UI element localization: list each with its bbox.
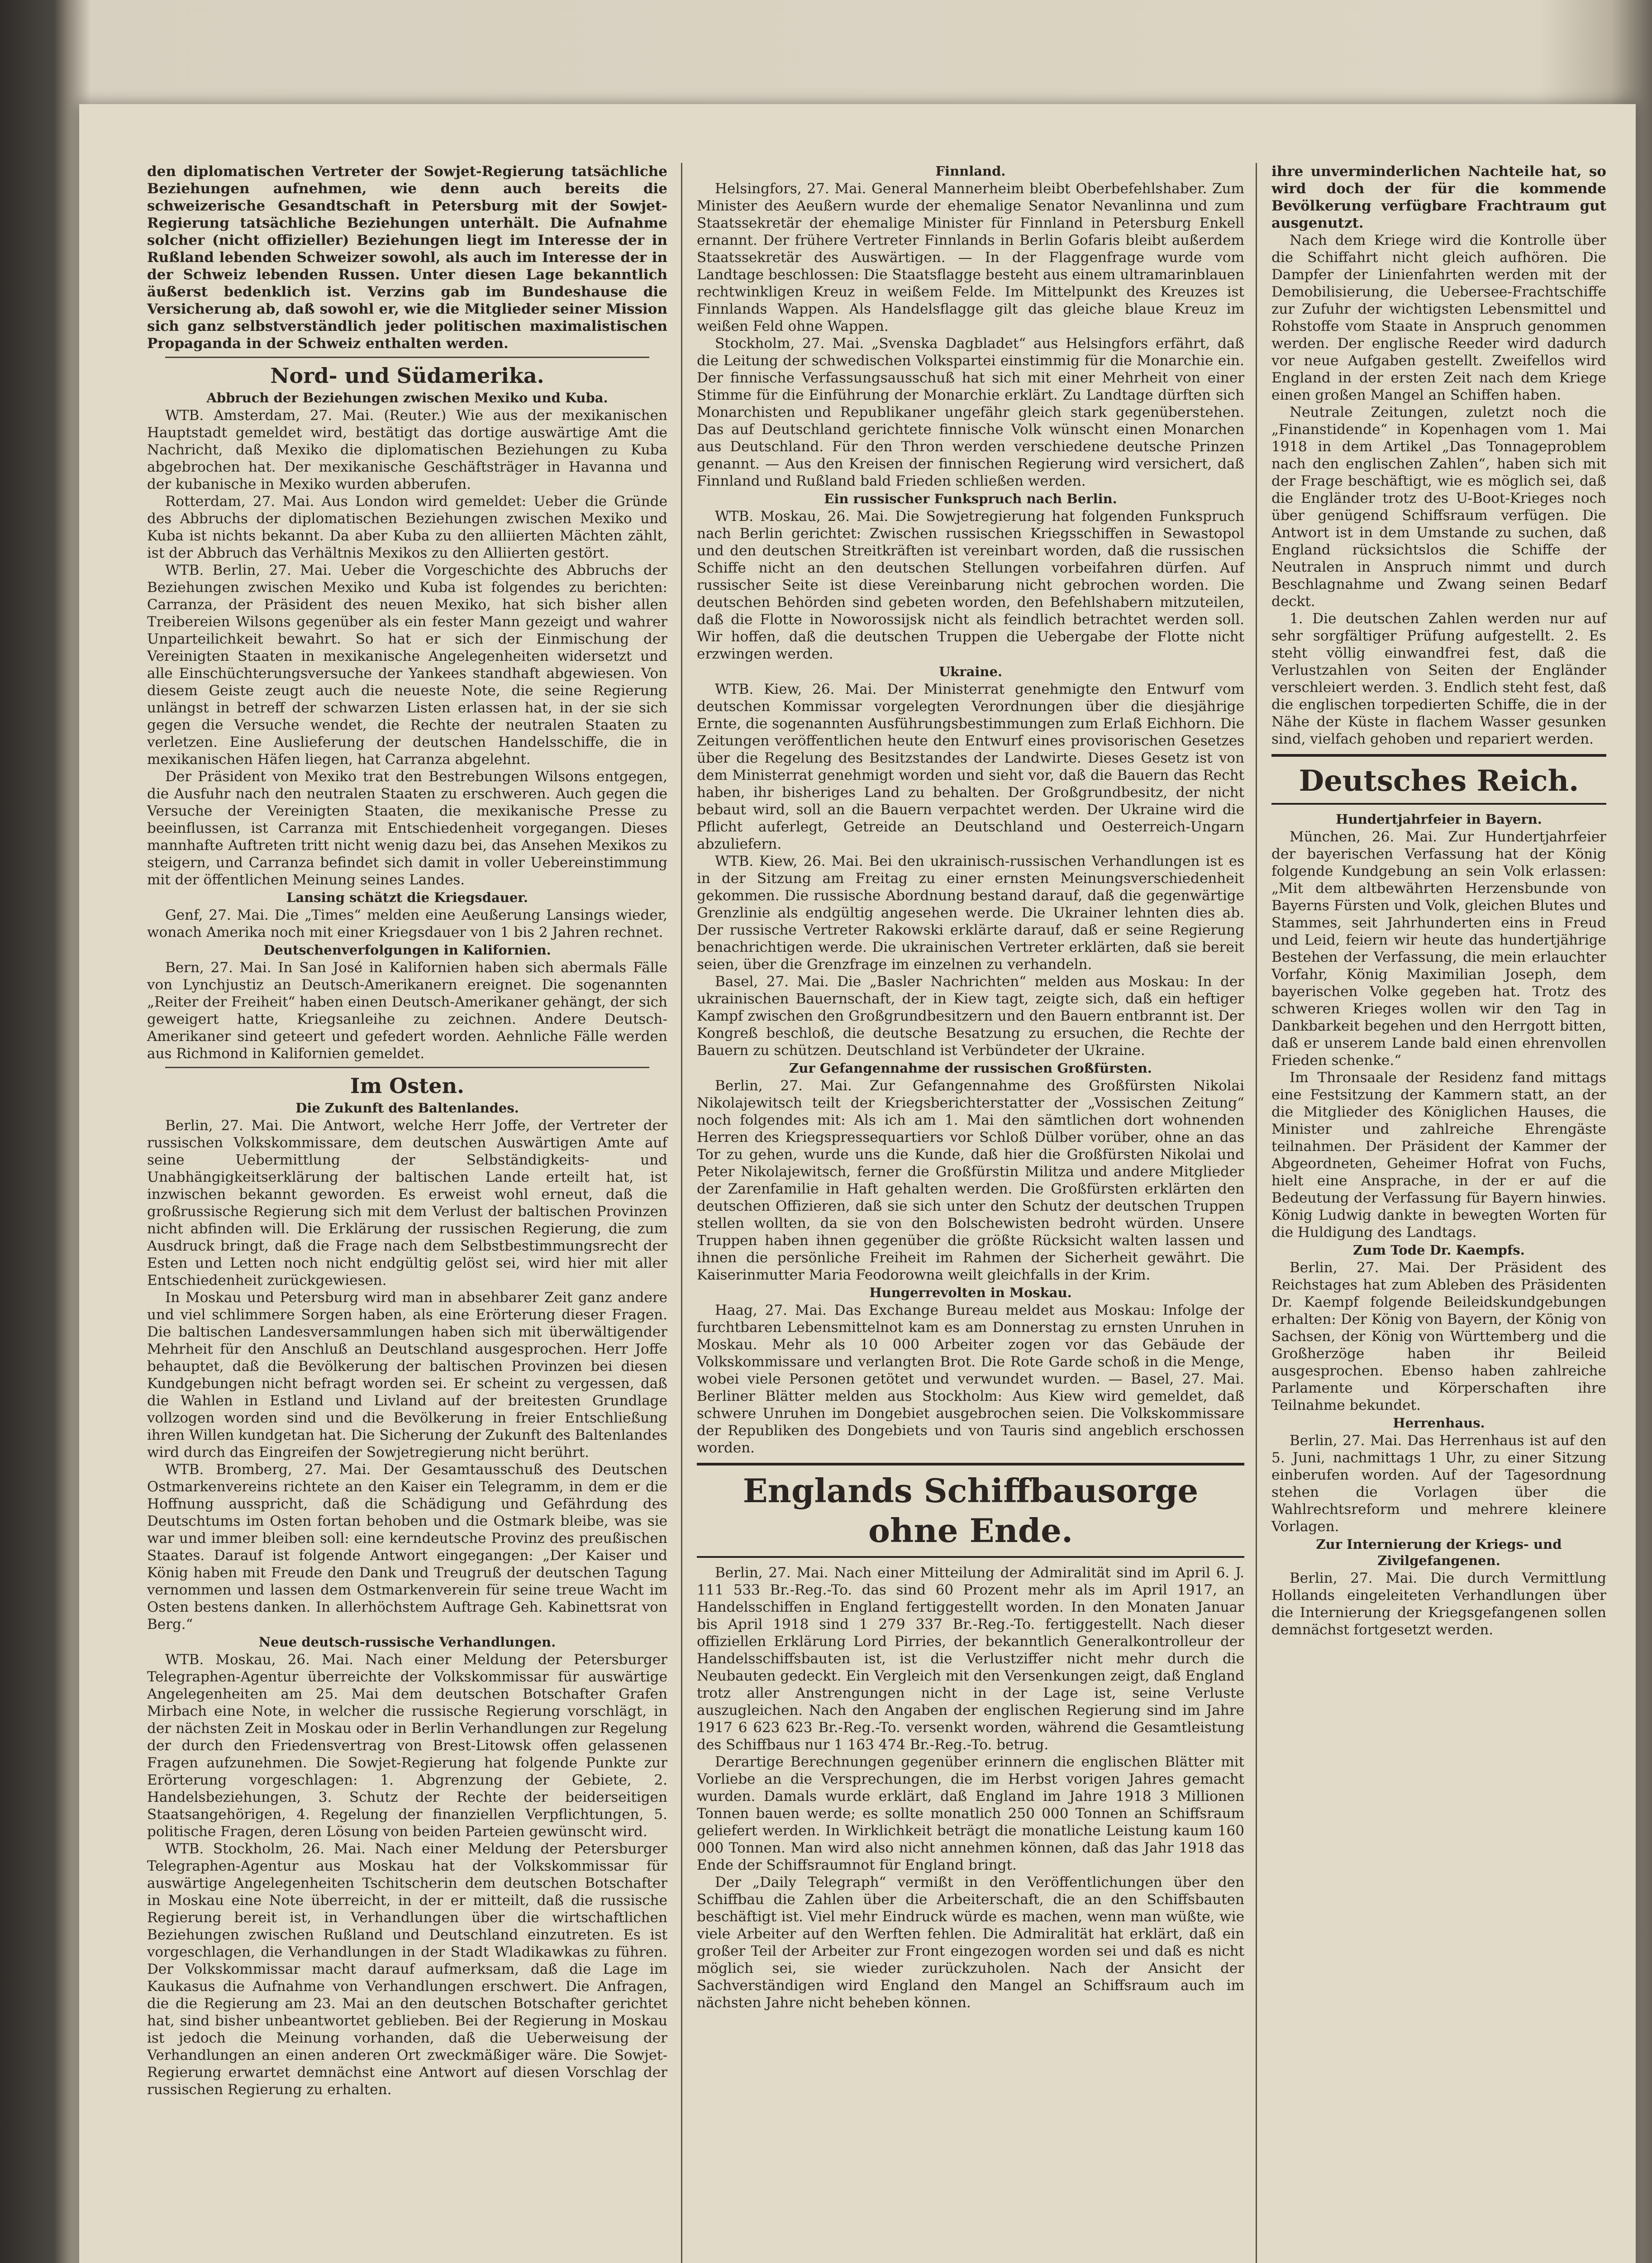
column-middle xyxy=(688,104,1253,2263)
article-paragraph: Der „Daily Telegraph“ vermißt in den Veröffentlichungen über den Schiffbau die Zahlen über die Arbeiterschaft, die an den Schiffsbauten beschäftigt ist. Viel mehr Eindruck würde es machen, wenn man wüßte, wie viele Arbeiter auf den Werften fehlen. Die Admiralität hat erklärt, daß ein großer Teil der Arbeiter zur Front eingezogen worden sei und daß es nicht möglich sei, sie wieder zurückzuholen. Nach der Ansicht der Sachverständigen wird England den Mangel an Schiffsraum auch im nächsten Jahre nicht beheben können. xyxy=(697,1874,1244,2011)
article-paragraph: Berlin, 27. Mai. Nach einer Mitteilung der Admiralität sind im April 6. J. 111 533 Br.-Reg.-To. das sind 60 Prozent mehr als im April 1917, an Handelsschiffen in England fertiggestellt worden. In den Monaten Januar bis April 1918 sind 1 279 337 Br.-Reg.-To. fertiggestellt. Nach dieser offiziellen Erklärung Lord Pirries, der bekanntlich Generalkontrolleur der Handelsschiffsbauten ist, ist die Verlustziffer nicht mehr durch die Neubauten gedeckt. Ein Vergleich mit den Versenkungen zeigt, daß England trotz aller Anstrengungen nicht in der Lage ist, seine Verluste auszugleichen. Nach den Angaben der englischen Regierung sind im Jahre 1917 6 623 623 Br.-Reg.-To. versenkt worden, während die Gesamtleistung des Schiffbaus nur 1 163 474 Br.-Reg.-To. betrug. xyxy=(697,1565,1244,1753)
article-paragraph: Helsingfors, 27. Mai. General Mannerheim bleibt Oberbefehlshaber. Zum Minister des Aeußern wurde der ehemalige Senator Nevanlinna und zum Staatssekretär der ehemalige Minister für Finnland in Petersburg Enkell ernannt. Der frühere Vertreter Finnlands in Berlin Gofaris bleibt außerdem Staatssekretär des Auswärtigen. — In der Flaggenfrage wurde vom Landtage beschlossen: Die Staatsflagge besteht aus einem ultramarinblauen rechtwinkligen Kreuz in weißem Felde. Im Mittelpunkt des Kreuzes ist Finnlands Wappen. Als Handelsflagge gilt das gleiche blaue Kreuz im weißen Feld ohne Wappen. xyxy=(697,181,1244,334)
article-heading: Zum Tode Dr. Kaempfs. xyxy=(1353,1242,1525,1258)
article-heading: Die Zukunft des Baltenlandes. xyxy=(295,1100,519,1116)
article-paragraph: Bern, 27. Mai. In San José in Kalifornien haben sich abermals Fälle von Lynchjustiz an Deutsch-Amerikanern ereignet. Die sogenannten „Reiter der Freiheit“ haben einen Deutsch-Amerikaner gehängt, der sich geweigert hatte, Kriegsanleihe zu zeichnen. Andere Deutsch-Amerikaner sind geteert und gefedert worden. Aehnliche Fälle werden aus Richmond in Kalifornien gemeldet. xyxy=(147,960,667,1062)
column-divider xyxy=(1256,163,1257,2263)
article-paragraph: 1. Die deutschen Zahlen werden nur auf sehr sorgfältiger Prüfung aufgestellt. 2. Es steht völlig einwandfrei fest, daß die Verlustzahlen von Seiten der Engländer verschleiert werden. 3. Endlich steht fest, daß die englischen torpedierten Schiffe, die in der Nähe der Küste in flachem Wasser gesunken sind, vielfach gehoben und repariert werden. xyxy=(1271,611,1606,747)
article-paragraph: Neutrale Zeitungen, zuletzt noch die „Finanstidende“ in Kopenhagen vom 1. Mai 1918 in dem Artikel „Das Tonnageproblem nach den englischen Zahlen“, haben sich mit der Frage beschäftigt, wie es möglich sei, daß die Engländer trotz des U-Boot-Krieges noch über genügend Schiffsraum verfügen. Die Antwort ist in dem Umstande zu suchen, daß England rücksichtslos die Schiffe der Neutralen in Anspruch nimmt und durch Beschlagnahme und Zwang seinen Bedarf deckt. xyxy=(1271,404,1606,610)
article-paragraph: WTB. Berlin, 27. Mai. Ueber die Vorgeschichte des Abbruchs der Beziehungen zwischen Mexiko und Kuba ist folgendes zu berichten: Carranza, der Präsident des neuen Mexiko, hat sich bisher allen Treibereien Wilsons gegenüber als ein fester Mann gezeigt und wahrer Unparteilichkeit bewahrt. So hat er sich der Einmischung der Vereinigten Staaten in mexikanische Angelegenheiten widersetzt und alle Einschüchterungsversuche der Yankees standhaft abgewiesen. Von diesem Geiste zeugt auch die neueste Note, die seine Regierung unlängst in betreff der schwarzen Listen erlassen hat, in der sie sich gegen die Versuche wendet, die Rechte der neutralen Staaten zu verletzen. Eine Auslieferung der deutschen Handelsschiffe, die in mexikanischen Häfen liegen, hat Carranza abgelehnt. xyxy=(147,562,667,768)
article-paragraph: Nach dem Kriege wird die Kontrolle über die Schiffahrt nicht gleich aufhören. Die Dampfer der Linienfahrten werden mit der Demobilisierung, die Uebersee-Frachtschiffe zur Zufuhr der wichtigsten Lebensmittel und Rohstoffe vom Staate in Anspruch genommen werden. Der englische Reeder wird dadurch vor neue Aufgaben gestellt. Zweifellos wird England in der ersten Zeit nach dem Kriege einen großen Mangel an Schiffen haben. xyxy=(1271,232,1606,403)
headline-box xyxy=(697,1463,1244,1558)
article-paragraph: Im Thronsaale der Residenz fand mittags eine Festsitzung der Kammern statt, an der die Mitglieder des Königlichen Hauses, die Minister und zahlreiche Ehrengäste teilnahmen. Der Präsident der Kammer der Abgeordneten, Geheimer Hofrat von Fuchs, hielt eine Ansprache, in der er auf die Bedeutung der Verfassung für Bayern hinwies. König Ludwig dankte in bewegten Worten für die Huldigung des Landtags. xyxy=(1271,1069,1606,1241)
article-heading: Finnland. xyxy=(935,163,1006,179)
headline-box xyxy=(1271,754,1606,805)
article-paragraph: München, 26. Mai. Zur Hundertjahrfeier der bayerischen Verfassung hat der König folgende Kundgebung an sein Volk erlassen: „Mit dem altbewährten Herzensbunde von Bayerns Fürsten und Volk, gleichen Blutes und Stammes, seit Jahrhunderten eins in Freud und Leid, feiern wir heute das hundertjährige Bestehen der Verfassung, die mein erlauchter Vorfahr, König Maximilian Joseph, dem bayerischen Volke gegeben hat. Trotz des schweren Krieges wollen wir den Tag in Dankbarkeit begehen und den Herrgott bitten, daß er unserem Lande bald einen ehrenvollen Frieden schenke.“ xyxy=(1271,829,1606,1069)
article-heading: Abbruch der Beziehungen zwischen Mexiko und Kuba. xyxy=(206,390,608,406)
article-paragraph: Berlin, 27. Mai. Das Herrenhaus ist auf den 5. Juni, nachmittags 1 Uhr, zu einer Sitzung einberufen worden. Auf der Tagesordnung stehen die Vorlagen über die Wahlrechtsreform und mehrere kleinere Vorlagen. xyxy=(1271,1432,1606,1535)
article-paragraph: WTB. Bromberg, 27. Mai. Der Gesamtausschuß des Deutschen Ostmarkenvereins richtete an den Kaiser ein Telegramm, in dem er die Hoffnung ausspricht, daß die Schädigung und Gefährdung des Deutschtums im Osten fortan behoben und die Ostmark bleibe, was sie war und immer bleiben soll: eine kerndeutsche Provinz des preußischen Staates. Darauf ist folgende Antwort eingegangen: „Der Kaiser und König haben mit Freude den Dank und Treugruß der deutschen Tagung vernommen und lassen dem Ostmarkenverein für seine treue Wacht im Osten bestens danken. In allerhöchstem Auftrage Geh. Kabinettsrat von Berg.“ xyxy=(147,1461,667,1633)
article-paragraph: Basel, 27. Mai. Die „Basler Nachrichten“ melden aus Moskau: In der ukrainischen Bauernschaft, der in Kiew tagt, zeigte sich, daß ein heftiger Kampf zwischen den Großgrundbesitzern und den Bauern entbrannt ist. Der Kongreß beschloß, die deutsche Besatzung zu ersuchen, die Rechte der Bauern zu schützen. Deutschland ist Verbündeter der Ukraine. xyxy=(697,974,1244,1059)
article-paragraph: WTB. Amsterdam, 27. Mai. (Reuter.) Wie aus der mexikanischen Hauptstadt gemeldet wird, bestätigt das dortige auswärtige Amt die Nachricht, daß Mexiko die diplomatischen Beziehungen zu Kuba abgebrochen hat. Der mexikanische Geschäftsträger in Havanna und der kubanische in Mexiko wurden abberufen. xyxy=(147,407,667,492)
article-paragraph: WTB. Moskau, 26. Mai. Nach einer Meldung der Petersburger Telegraphen-Agentur überreichte der Volkskommissar für auswärtige Angelegenheiten am 25. Mai dem deutschen Botschafter Grafen Mirbach eine Note, in welcher die russische Regierung vorschlägt, in der nächsten Zeit in Moskau oder in Berlin Verhandlungen zur Regelung der durch den Friedensvertrag von Brest-Litowsk offen gelassenen Fragen aufzunehmen. Die Sowjet-Regierung hat folgende Punkte zur Erörterung vorgeschlagen: 1. Abgrenzung der Gebiete, 2. Handelsbeziehungen, 3. Schutz der Rechte der beiderseitigen Staatsangehörigen, 4. Regelung der finanziellen Verpflichtungen, 5. politische Fragen, deren Lösung von beiden Parteien gewünscht wird. xyxy=(147,1652,667,1840)
article-paragraph: Derartige Berechnungen gegenüber erinnern die englischen Blätter mit Vorliebe an die Versprechungen, die im Herbst vorigen Jahres gemacht wurden. Damals wurde erklärt, daß England im Jahre 1918 3 Millionen Tonnen bauen werde; es sollte monatlich 250 000 Tonnen an Schiffsraum geliefert werden. In Wirklichkeit beträgt die monatliche Leistung kaum 160 000 Tonnen. Man wird also nicht annehmen können, daß das Jahr 1918 das Ende der Schiffsraumnot für England bringt. xyxy=(697,1754,1244,1873)
article-heading: Deutschenverfolgungen in Kalifornien. xyxy=(263,942,551,958)
article-paragraph: WTB. Stockholm, 26. Mai. Nach einer Meldung der Petersburger Telegraphen-Agentur aus Moskau hat der Volkskommissar für auswärtige Angelegenheiten Tschitscherin dem deutschen Botschafter in Moskau eine Note überreicht, in der er mitteilt, daß die russische Regierung bereit ist, in Verhandlungen über die wirtschaftlichen Beziehungen zwischen Rußland und Deutschland einzutreten. Es ist vorgeschlagen, die Verhandlungen in der Stadt Wladikawkas zu führen. Der Volkskommissar macht darauf aufmerksam, daß die Lage im Kaukasus die Aufnahme von Verhandlungen erschwert. Die Anfragen, die die Regierung am 23. Mai an den deutschen Botschafter gerichtet hat, sind bisher unbeantwortet geblieben. Bei der Regierung in Moskau ist jedoch die Meinung vorhanden, daß die Ueberweisung der Verhandlungen an einen anderen Ort zweckmäßiger wäre. Die Sowjet-Regierung erwartet demnächst eine Antwort auf diesen Vorschlag der russischen Regierung zu erhalten. xyxy=(147,1841,667,2098)
column-divider xyxy=(681,163,682,2263)
headline-england-schiffbau: Englands Schiffbausorge ohne Ende. xyxy=(743,1471,1199,1550)
section-heading-im-osten: Im Osten. xyxy=(350,1074,465,1098)
section-rule xyxy=(165,357,649,358)
article-heading: Lansing schätzt die Kriegsdauer. xyxy=(286,890,528,905)
article-paragraph: Berlin, 27. Mai. Die durch Vermittlung Hollands eingeleiteten Verhandlungen über die Internierung der Kriegsgefangenen sollen demnächst fortgesetzt werden. xyxy=(1271,1570,1606,1638)
article-heading: Hundertjahrfeier in Bayern. xyxy=(1336,812,1542,827)
article-paragraph: Berlin, 27. Mai. Der Präsident des Reichstages hat zum Ableben des Präsidenten Dr. Kaempf folgende Beileidskundgebungen erhalten: Der König von Bayern, der König von Sachsen, der König von Württemberg und die Großherzöge haben ihr Beileid ausgesprochen. Ebenso haben zahlreiche Parlamente und Körperschaften ihre Teilnahme bekundet. xyxy=(1271,1260,1606,1413)
article-paragraph: In Moskau und Petersburg wird man in absehbarer Zeit ganz andere und viel schlimmere Sorgen haben, als eine Erörterung dieser Fragen. Die baltischen Landesversammlungen haben sich mit überwältigender Mehrheit für den Anschluß an Deutschland ausgesprochen. Herr Joffe behauptet, daß die Bevölkerung der baltischen Provinzen bei diesen Kundgebungen nicht befragt worden sei. Er scheint zu vergessen, daß die Wahlen in Estland und Livland auf der breitesten Grundlage vollzogen worden sind und die Bevölkerung in freier Entschließung ihren Willen kundgetan hat. Die Sicherung der Zukunft des Baltenlandes wird durch das Eingreifen der Sowjetregierung nicht berührt. xyxy=(147,1289,667,1461)
article-paragraph: Haag, 27. Mai. Das Exchange Bureau meldet aus Moskau: Infolge der furchtbaren Lebensmittelnot kam es am Donnerstag zu ernsten Unruhen in Moskau. Mehr als 10 000 Arbeiter zogen vor das Gebäude der Volkskommissare und verlangten Brot. Die Rote Garde schoß in die Menge, wobei viele Personen getötet und verwundet wurden. — Basel, 27. Mai. Berliner Blätter melden aus Stockholm: Aus Kiew wird gemeldet, daß schwere Unruhen im Dongebiet ausgebrochen seien. Die Volkskommissare der Republiken des Dongebiets und von Tauris sind angeblich erschossen worden. xyxy=(697,1302,1244,1456)
article-paragraph: WTB. Moskau, 26. Mai. Die Sowjetregierung hat folgenden Funkspruch nach Berlin gerichtet: Zwischen russischen Kriegsschiffen in Sewastopol und den deutschen Streitkräften ist vereinbart worden, daß die russischen Schiffe nicht an den deutschen Stellungen vorbeifahren dürfen. Auf russischer Seite ist diese Vereinbarung nicht gebrochen worden. Die deutschen Behörden sind gebeten worden, den Befehlshabern mitzuteilen, daß die Flotte in Noworossijsk nicht als feindlich betrachtet werden soll. Wir hoffen, daß die deutschen Truppen die Uebergabe der Flotte nicht erzwingen werden. xyxy=(697,508,1244,662)
column-right xyxy=(1262,104,1615,2263)
section-rule xyxy=(165,1067,649,1068)
article-paragraph: den diplomatischen Vertreter der Sowjet-Regierung tatsächliche Beziehungen aufnehmen, wie denn auch bereits die schweizerische Gesandtschaft in Petersburg mit der Sowjet-Regierung tatsächliche Beziehungen unterhält. Die Aufnahme solcher (nicht offizieller) Beziehungen liegt im Interesse der in Rußland lebenden Schweizer sowohl, als auch im Interesse der in der Schweiz lebenden Russen. Unter diesen Lage bekanntlich äußerst bedenklich ist. Verzins gab im Bundeshause die Versicherung ab, daß sowohl er, wie die Mitglieder seiner Mission sich ganz selbstverständlich jeder politischen maximalistischen Propaganda in der Schweiz enthalten werden. xyxy=(147,163,667,352)
article-heading: Zur Gefangennahme der russischen Großfürsten. xyxy=(789,1060,1152,1076)
article-paragraph: Rotterdam, 27. Mai. Aus London wird gemeldet: Ueber die Gründe des Abbruchs der diplomatischen Beziehungen zwischen Mexiko und Kuba ist nichts bekannt. Da aber Kuba zu den alliierten Mächten zählt, ist der Abbruch das Verhältnis Mexikos zu den Alliierten gestört. xyxy=(147,493,667,561)
article-heading: Zur Internierung der Kriegs- und Zivilgefangenen. xyxy=(1316,1537,1562,1568)
article-paragraph: Berlin, 27. Mai. Zur Gefangennahme des Großfürsten Nikolai Nikolajewitsch teilt der Kriegsberichterstatter der „Vossischen Zeitung“ noch folgendes mit: Als ich am 1. Mai den sämtlichen dort wohnenden Herren des Kriegspressequartiers vor Schloß Dülber vorüber, ohne an das Tor zu gehen, wurde uns die Kunde, daß hier die Großfürsten Nikolai und Peter Nikolajewitsch, ferner die Großfürstin Militza und andere Mitglieder der Zarenfamilie in Haft gehalten werden. Die Großfürsten erklärten den deutschen Offizieren, daß sie sich unter den Schutz der deutschen Truppen stellen wollten, da sie von den Bolschewisten bedroht würden. Unsere Truppen haben ihnen gegenüber die größte Rücksicht walten lassen und ihnen die persönliche Freiheit im Rahmen der Sicherheit gewährt. Die Kaiserinmutter Maria Feodorowna weilt gleichfalls in der Krim. xyxy=(697,1078,1244,1283)
article-paragraph: WTB. Kiew, 26. Mai. Bei den ukrainisch-russischen Verhandlungen ist es in der Sitzung am Freitag zu einer ernsten Meinungsverschiedenheit gekommen. Die russische Abordnung bestand darauf, daß die gegenwärtige Grenzlinie als endgültig angesehen werde. Die Ukrainer lehnten dies ab. Der russische Vertreter Rakowski erklärte darauf, daß er seine Regierung benachrichtigen werde. Die ukrainischen Vertreter erklärten, daß sie bereit seien, über die Grenzfrage im einzelnen zu verhandeln. xyxy=(697,853,1244,973)
article-paragraph: Der Präsident von Mexiko trat den Bestrebungen Wilsons entgegen, die Ausfuhr nach den neutralen Staaten zu erschweren. Auch gegen die Versuche der Vereinigten Staaten, die mexikanische Presse zu beeinflussen, ist Carranza mit Entschiedenheit vorgegangen. Dieses mannhafte Auftreten tritt nicht wenig dazu bei, das Ansehen Mexikos zu steigern, und Carranza befindet sich damit in voller Uebereinstimmung mit der öffentlichen Meinung seines Landes. xyxy=(147,769,667,888)
article-heading: Ein russischer Funkspruch nach Berlin. xyxy=(824,491,1117,506)
article-heading: Hungerrevolten in Moskau. xyxy=(869,1285,1072,1300)
article-paragraph: Genf, 27. Mai. Die „Times“ melden eine Aeußerung Lansings wieder, wonach Amerika noch mit einer Kriegsdauer von 1 bis 2 Jahren rechnet. xyxy=(147,907,667,941)
section-heading-deutsches-reich: Deutsches Reich. xyxy=(1299,764,1579,798)
article-paragraph: Stockholm, 27. Mai. „Svenska Dagbladet“ aus Helsingfors erfährt, daß die Leitung der schwedischen Volkspartei einstimmig für die Monarchie ein. Der finnische Verfassungsausschuß hat sich mit einer Mehrheit von einer Stimme für die Einführung der Monarchie erklärt. Zu Landtage dürften sich Monarchisten und Republikaner ungefähr gleich stark gegenüberstehen. Das auf Deutschland gerichtete finnische Volk wünscht einen Monarchen aus Deutschland. Für den Thron werden verschiedene deutsche Prinzen genannt. — Aus den Kreisen der finnischen Regierung wird versichert, daß Finnland und Rußland bald Frieden schließen werden. xyxy=(697,335,1244,489)
article-paragraph: ihre unverminderlichen Nachteile hat, so wird doch der für die kommende Bevölkerung verfügbare Frachtraum gut ausgenutzt. xyxy=(1271,163,1606,231)
article-heading: Ukraine. xyxy=(938,664,1003,679)
article-heading: Neue deutsch-russische Verhandlungen. xyxy=(258,1634,556,1650)
column-left xyxy=(138,104,676,2263)
article-paragraph: Berlin, 27. Mai. Die Antwort, welche Herr Joffe, der Vertreter der russischen Volkskommissare, dem deutschen Auswärtigen Amte auf seine Uebermittlung der Selbständigkeits- und Unabhängigkeitserklärung der baltischen Lande erteilt hat, ist inzwischen bekannt geworden. Es erweist wohl erneut, daß die großrussische Regierung sich mit dem Verlust der baltischen Provinzen nicht abfinden will. Die Erklärung der russischen Regierung, die zum Ausdruck bringt, daß die Frage nach dem Selbstbestimmungsrecht der Esten und Letten noch nicht endgültig gelöst sei, wird hier mit aller Entschiedenheit zurückgewiesen. xyxy=(147,1117,667,1289)
article-heading: Herrenhaus. xyxy=(1393,1415,1485,1431)
section-heading-nord-suedamerika: Nord- und Südamerika. xyxy=(270,363,544,388)
article-paragraph: WTB. Kiew, 26. Mai. Der Ministerrat genehmigte den Entwurf vom deutschen Kommissar vorgelegten Verordnungen über die diesjährige Ernte, die sogenannten Ausführungsbestimmungen zum Erlaß Eichhorn. Die Zeitungen veröffentlichen heute den Entwurf eines provisorischen Gesetzes über die Regelung des Besitzstandes der Landwirte. Dieses Gesetz ist von dem Ministerrat genehmigt worden und sieht vor, daß die Bauern das Recht haben, ihr bisheriges Land zu behalten. Der Großgrundbesitz, der nicht bebaut wird, soll an die Bauern verpachtet werden. Der Ukraine wird die Pflicht auferlegt, Getreide an Deutschland und Oesterreich-Ungarn abzuliefern. xyxy=(697,681,1244,852)
newspaper-page xyxy=(79,104,1636,2263)
